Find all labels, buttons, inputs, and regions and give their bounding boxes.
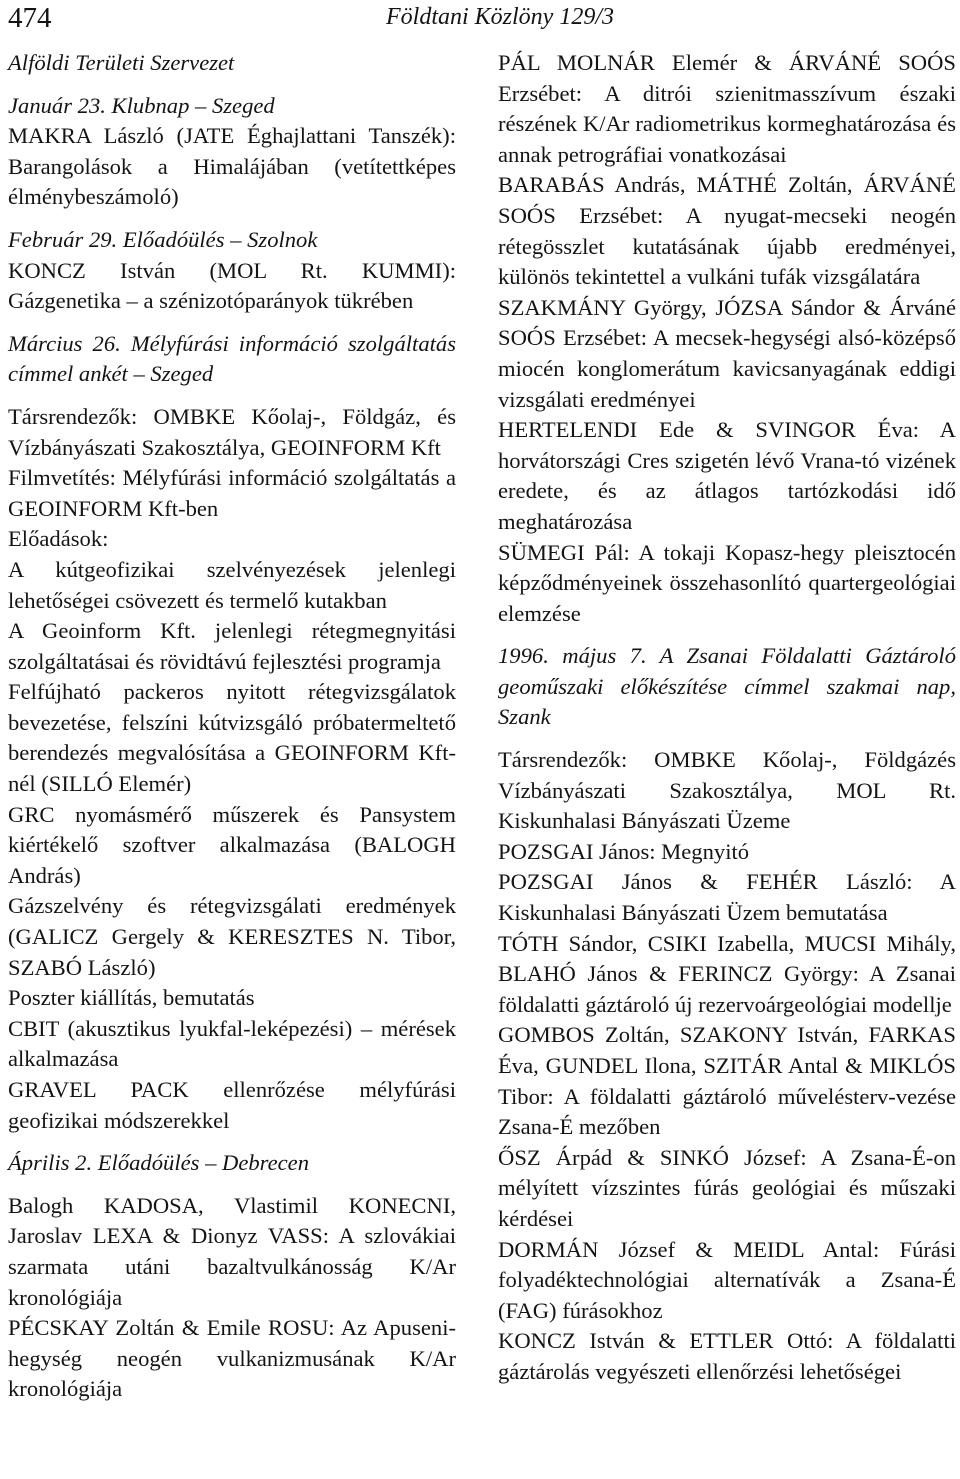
right-column xyxy=(498,48,956,1388)
entry-text: A Geoinform Kft. jelenlegi rétegmegnyitási szolgáltatásai és rövidtávú fejlesztési programja xyxy=(8,618,456,674)
entry-text: Előadások: xyxy=(8,526,109,552)
event-heading: Alföldi Területi Szervezet xyxy=(8,50,235,75)
entry-text: SZAKMÁNY György, JÓZSA Sándor & Árváné SOÓS Erzsébet: A mecsek-hegységi alsó-középső miocén konglomerátum kavicsanyagának eddigi vizsgálati eredményei xyxy=(498,294,956,412)
entry-text: A kútgeofizikai szelvényezések jelenlegi lehetőségei csövezett és termelő kutakban xyxy=(8,556,456,613)
entry-text: HERTELENDI Ede & SVINGOR Éva: A horvátországi Cres szigetén lévő Vrana-tó vizének eredete, és az átlagos tartózkodási idő meghatározása xyxy=(498,417,956,534)
page-number: 474 xyxy=(8,2,52,34)
entry-text: Társrendezők: OMBKE Kőolaj-, Földgáz, és Vízbányászati Szakosztálya, GEOINFORM Kft xyxy=(8,403,456,460)
entry-text: SÜMEGI Pál: A tokaji Kopasz-hegy pleisztocén képződményeinek összehasonlító quartergeológiai elemzése xyxy=(498,539,956,626)
entry-text: Felfújható packeros nyitott rétegvizsgálatok bevezetése, felszíni kútvizsgáló próbatermeltető berendezés megvalósítása a GEOINFORM Kft-nél (SILLÓ Elemér) xyxy=(8,679,456,797)
entry-text: POZSGAI János: Megnyitó xyxy=(498,838,750,864)
entry-text: PÉCSKAY Zoltán & Emile ROSU: Az Apuseni-hegység neogén vulkanizmusának K/Ar kronológiája xyxy=(8,1315,456,1402)
entry-text: PÁL MOLNÁR Elemér & ÁRVÁNÉ SOÓS Erzsébet: A ditrói szienitmasszívum északi részének K/Ar radiometrikus kormeghatározása és annak petrográfiai vonatkozásai xyxy=(498,50,956,167)
entry-text: GOMBOS Zoltán, SZAKONY István, FARKAS Éva, GUNDEL Ilona, SZITÁR Antal & MIKLÓS Tibor: A földalatti gáztároló művelésterv-vezése Zsana-É mezőben xyxy=(498,1022,956,1140)
entry-text: Filmvetítés: Mélyfúrási információ szolgáltatás a GEOINFORM Kft-ben xyxy=(8,465,456,521)
event-heading: Április 2. Előadóülés – Debrecen xyxy=(8,1150,309,1176)
entry-text: CBIT (akusztikus lyukfal-leképezési) – mérések alkalmazása xyxy=(8,1015,456,1072)
entry-text: Társrendezők: OMBKE Kőolaj-, Földgázés Vízbányászati Szakosztálya, MOL Rt. Kiskunhalasi Bányászati Üzeme xyxy=(498,747,956,834)
event-heading: Február 29. Előadóülés – Szolnok xyxy=(8,226,318,252)
left-column xyxy=(8,48,456,1405)
event-heading: Január 23. Klubnap – Szeged xyxy=(8,92,275,118)
entry-text: KONCZ István & ETTLER Ottó: A földalatti gáztárolás vegyészeti ellenőrzési lehetőségei xyxy=(498,1328,956,1384)
entry-text: POZSGAI János & FEHÉR László: A Kiskunhalasi Bányászati Üzem bemutatása xyxy=(498,869,956,926)
entry-text: ŐSZ Árpád & SINKÓ József: A Zsana-É-on mélyített vízszintes fúrás geológiai és műszaki kérdései xyxy=(498,1144,956,1231)
page-header xyxy=(0,0,960,40)
entry-text: DORMÁN József & MEIDL Antal: Fúrási folyadéktechnológiai alternatívák a Zsana-É (FAG) fúrásokhoz xyxy=(498,1236,956,1323)
entry-text: BARABÁS András, MÁTHÉ Zoltán, ÁRVÁNÉ SOÓS Erzsébet: A nyugat-mecseki neogén rétegösszlet kutatásának újabb eredményei, különös tekintettel a vulkáni tufák vizsgálatára xyxy=(498,172,956,290)
event-heading: 1996. május 7. A Zsanai Földalatti Gáztároló geoműszaki előkészítése címmel szakmai nap, Szank xyxy=(498,643,956,730)
entry-text: KONCZ István (MOL Rt. KUMMI): Gázgenetika – a szénizotóparányok tükrében xyxy=(8,257,456,314)
entry-text: Gázszelvény és rétegvizsgálati eredmények (GALICZ Gergely & KERESZTES N. Tibor, SZABÓ László) xyxy=(8,893,456,980)
event-heading: Március 26. Mélyfúrási információ szolgáltatás címmel ankét – Szeged xyxy=(8,330,456,387)
entry-text: Balogh KADOSA, Vlastimil KONECNI, Jaroslav LEXA & Dionyz VASS: A szlovákiai szarmata utáni bazaltvulkánosság K/Ar kronológiája xyxy=(8,1192,456,1310)
entry-text: GRC nyomásmérő műszerek és Pansystem kiértékelő szoftver alkalmazása (BALOGH András) xyxy=(8,801,456,888)
entry-text: Poszter kiállítás, bemutatás xyxy=(8,985,255,1011)
entry-text: GRAVEL PACK ellenrőzése mélyfúrási geofizikai módszerekkel xyxy=(8,1077,456,1133)
entry-text: MAKRA László (JATE Éghajlattani Tanszék): Barangolások a Himalájában (vetítettképes élménybeszámoló) xyxy=(8,123,456,210)
entry-text: TÓTH Sándor, CSIKI Izabella, MUCSI Mihály, BLAHÓ János & FERINCZ György: A Zsanai földalatti gáztároló új rezervoárgeológiai modellje xyxy=(498,930,956,1017)
journal-title: Földtani Közlöny 129/3 xyxy=(386,4,614,30)
